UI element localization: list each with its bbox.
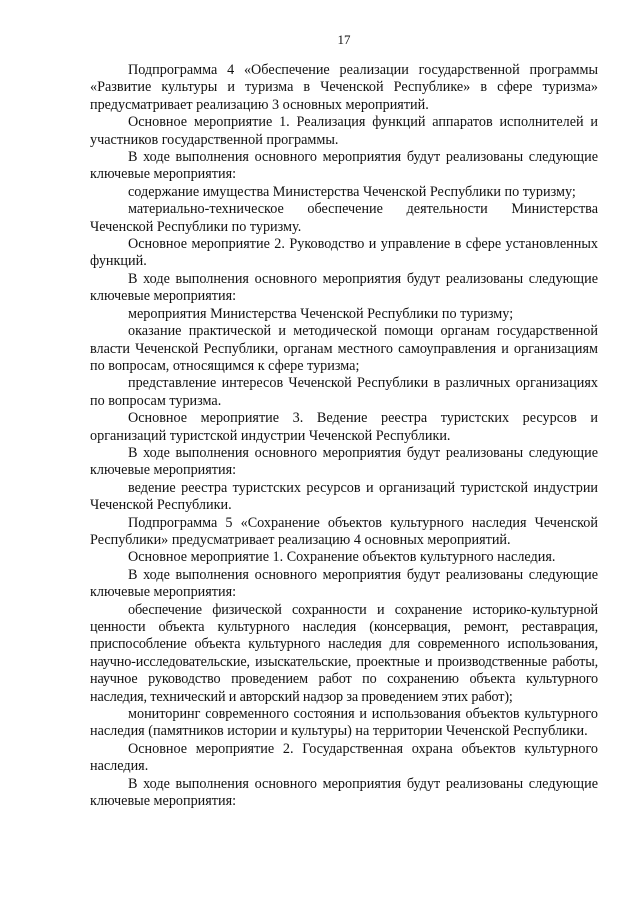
paragraph-list-item: представление интересов Чеченской Республики в различных организациях по вопросам туризма. <box>90 375 598 409</box>
page-number: 17 <box>337 32 351 47</box>
paragraph-list-item: мониторинг современного состояния и использования объектов культурного наследия (памятников истории и культуры) на территории Чеченской Республики. <box>90 706 598 740</box>
paragraph-key-activities-lead: В ходе выполнения основного мероприятия будут реализованы следующие ключевые мероприятия: <box>90 149 598 183</box>
paragraph-main-activity-2: Основное мероприятие 2. Руководство и управление в сфере установленных функций. <box>90 236 598 270</box>
paragraph-list-item: содержание имущества Министерства Чеченской Республики по туризму; <box>128 183 576 200</box>
paragraph-key-activities-lead: В ходе выполнения основного мероприятия будут реализованы следующие ключевые мероприятия: <box>90 444 598 479</box>
paragraph-subprogram-4-intro: Подпрограмма 4 «Обеспечение реализации государственной программы «Развитие культуры и туризма в Чеченской Республике» в сфере туризма» предусматривает реализацию 3 основных мероприятий. <box>90 62 598 113</box>
paragraph-main-activity-1: Основное мероприятие 1. Реализация функций аппаратов исполнителей и участников государственной программы. <box>90 114 598 148</box>
paragraph-subprogram-5-intro: Подпрограмма 5 «Сохранение объектов культурного наследия Чеченской Республики» предусматривает реализацию 4 основных мероприятий. <box>90 514 598 548</box>
paragraph-list-item: оказание практической и методической помощи органам государственной власти Чеченской Республики, органам местного самоуправления и организациям по вопросам, относящимся к сфере туризма; <box>90 323 598 374</box>
paragraph-key-activities-lead: В ходе выполнения основного мероприятия будут реализованы следующие ключевые мероприятия: <box>90 566 598 601</box>
paragraph-main-activity-1: Основное мероприятие 1. Сохранение объектов культурного наследия. <box>128 549 556 566</box>
paragraph-key-activities-lead: В ходе выполнения основного мероприятия будут реализованы следующие ключевые мероприятия: <box>90 775 598 810</box>
paragraph-main-activity-3: Основное мероприятие 3. Ведение реестра туристских ресурсов и организаций туристской индустрии Чеченской Республики. <box>90 410 598 444</box>
paragraph-list-item: обеспечение физической сохранности и сохранение историко-культурной ценности объекта культурного наследия (консервация, ремонт, реставрация, приспособление объекта культурного наследия для современного использования, научно-исследовательские, изыскательские, проектные и производственные работы, научное руководство проведением работ по сохранению объекта культурного наследия, технический и авторский надзор за проведением этих работ); <box>90 601 598 705</box>
paragraph-main-activity-2: Основное мероприятие 2. Государственная охрана объектов культурного наследия. <box>90 740 598 775</box>
paragraph-list-item: мероприятия Министерства Чеченской Республики по туризму; <box>128 305 514 322</box>
paragraph-list-item: материально-техническое обеспечение деятельности Министерства Чеченской Республики по туризму. <box>90 201 598 235</box>
document-page <box>90 32 598 810</box>
paragraph-key-activities-lead: В ходе выполнения основного мероприятия будут реализованы следующие ключевые мероприятия: <box>90 270 598 305</box>
paragraph-list-item: ведение реестра туристских ресурсов и организаций туристской индустрии Чеченской Республики. <box>90 479 598 514</box>
